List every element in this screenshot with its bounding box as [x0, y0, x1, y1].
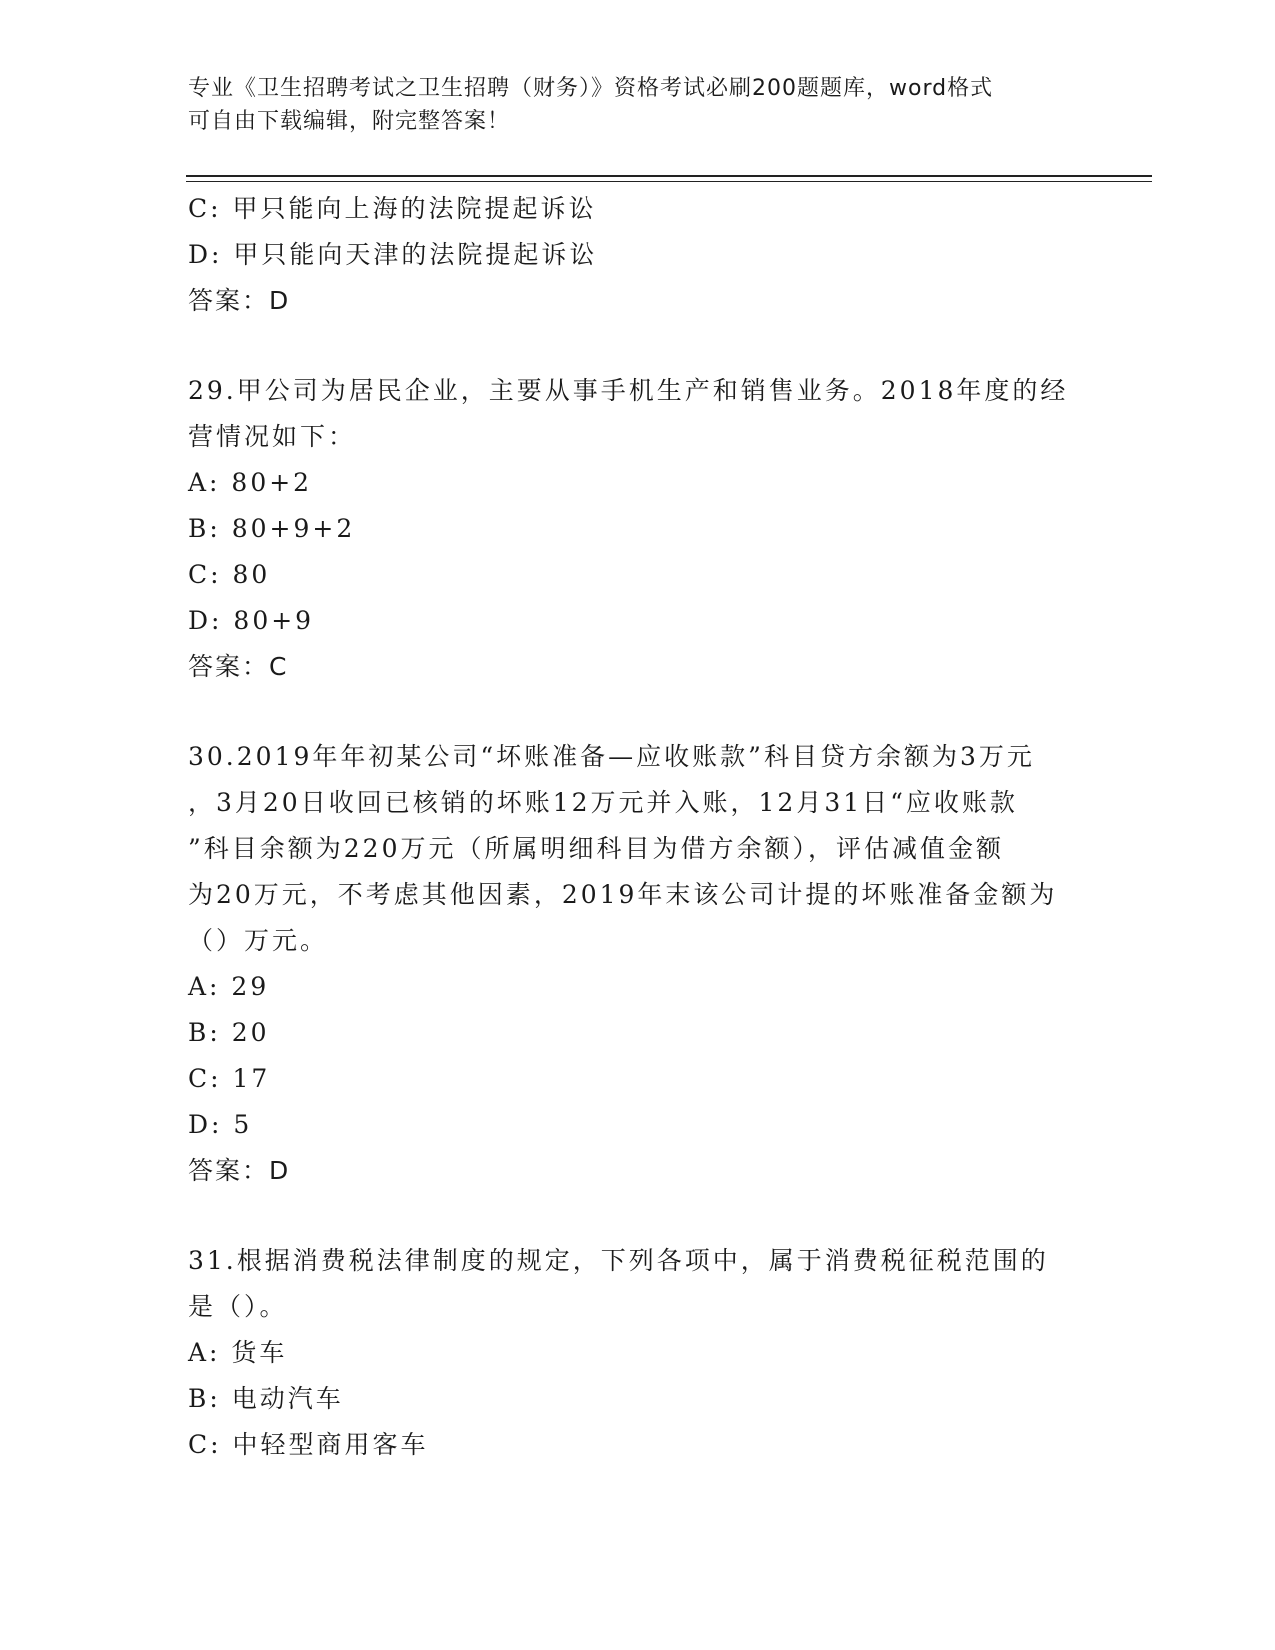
option-c: C: 甲只能向上海的法院提起诉讼: [188, 194, 597, 223]
option-a: A: 80+2: [188, 468, 313, 497]
question-stem-line: 为20万元，不考虑其他因素，2019年末该公司计提的坏账准备金额为: [188, 880, 1058, 909]
page-header: [188, 72, 1068, 138]
header-line-1: 专业《卫生招聘考试之卫生招聘（财务）》资格考试必刷200题题库，word格式: [188, 76, 994, 101]
question-stem-line: 30.2019年年初某公司“坏账准备—应收账款”科目贷方余额为3万元: [188, 742, 1035, 771]
option-b: B: 20: [188, 1018, 270, 1047]
option-b: B: 80+9+2: [188, 514, 356, 543]
question-30: [188, 734, 1088, 1194]
question-31: [188, 1238, 1088, 1468]
answer-line: 答案：C: [188, 652, 289, 681]
question-stem-line: ”科目余额为220万元（所属明细科目为借方余额），评估减值金额: [188, 834, 1005, 863]
option-a: A: 货车: [188, 1338, 288, 1367]
question-stem-line: 29.甲公司为居民企业，主要从事手机生产和销售业务。2018年度的经: [188, 376, 1069, 405]
option-a: A: 29: [188, 972, 270, 1001]
question-29: [188, 368, 1088, 690]
question-content: [188, 186, 1088, 1468]
question-28-tail: [188, 186, 1088, 324]
option-c: C: 80: [188, 560, 271, 589]
question-stem-line: 是（）。: [188, 1292, 288, 1321]
option-c: C: 17: [188, 1064, 271, 1093]
question-stem-line: （）万元。: [188, 926, 329, 955]
header-divider-thick: [186, 175, 1152, 177]
question-stem-line: ，3月20日收回已核销的坏账12万元并入账，12月31日“应收账款: [188, 788, 1018, 817]
question-stem-line: 31.根据消费税法律制度的规定，下列各项中，属于消费税征税范围的: [188, 1246, 1049, 1275]
answer-line: 答案：D: [188, 286, 291, 315]
option-d: D: 80+9: [188, 606, 315, 635]
option-c: C: 中轻型商用客车: [188, 1430, 429, 1459]
question-stem-line: 营情况如下：: [188, 422, 357, 451]
header-divider-thin: [186, 181, 1152, 182]
answer-line: 答案：D: [188, 1156, 291, 1185]
option-d: D: 5: [188, 1110, 253, 1139]
option-b: B: 电动汽车: [188, 1384, 344, 1413]
header-line-2: 可自由下载编辑，附完整答案！: [188, 109, 511, 134]
option-d: D: 甲只能向天津的法院提起诉讼: [188, 240, 598, 269]
